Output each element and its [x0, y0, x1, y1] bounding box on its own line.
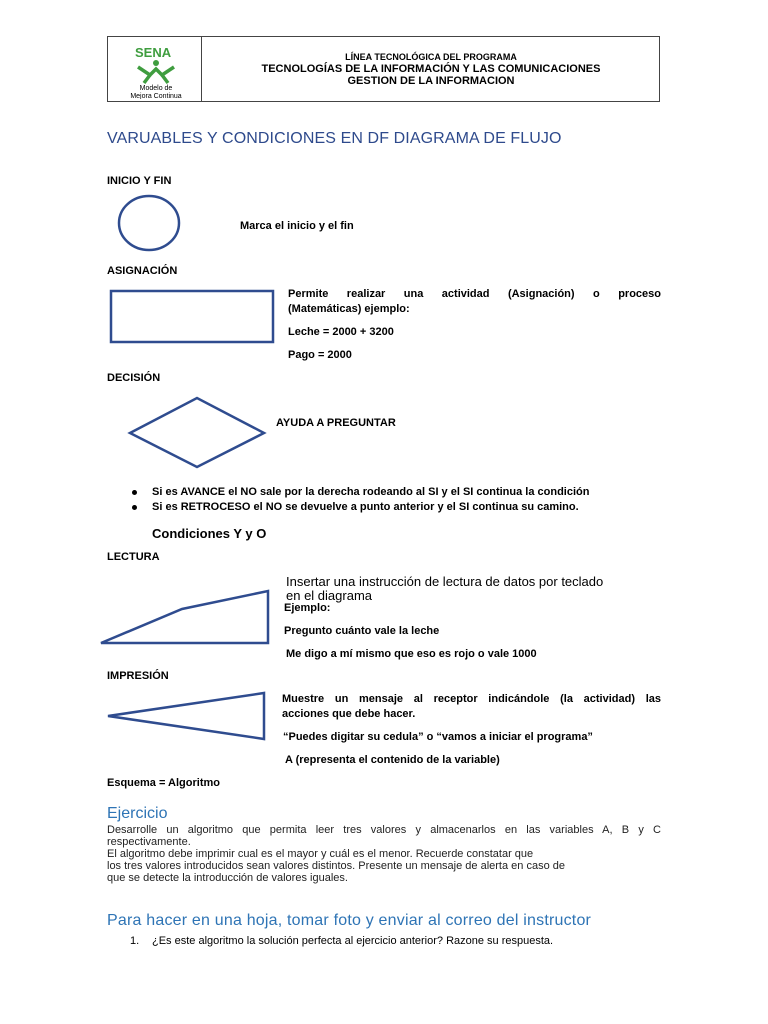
inicio-label: INICIO Y FIN — [107, 175, 172, 187]
asignacion-example-2: Pago = 2000 — [288, 349, 352, 361]
decision-desc: AYUDA A PREGUNTAR — [276, 417, 396, 429]
asignacion-desc-line2: (Matemáticas) ejemplo: — [288, 303, 410, 315]
process-shape — [108, 288, 276, 346]
bullet-dot — [132, 505, 137, 510]
bullet-dot — [132, 490, 137, 495]
svg-text:Mejora Continua: Mejora Continua — [130, 93, 182, 99]
conditions-heading: Condiciones Y y O — [152, 526, 267, 541]
impresion-example-1: “Puedes digitar su cedula” o “vamos a iniciar el programa” — [283, 731, 593, 743]
asignacion-label: ASIGNACIÓN — [107, 265, 178, 277]
asignacion-desc-line1: Permite realizar una actividad (Asignación) o proceso — [288, 288, 661, 300]
tarea-item-number: 1. — [130, 935, 140, 947]
esquema-text: Esquema = Algoritmo — [107, 777, 220, 789]
impresion-example-2: A (representa el contenido de la variable) — [285, 754, 500, 766]
decision-bullet-1: Si es AVANCE el NO sale por la derecha rodeando al SI y el SI continua la condición — [152, 486, 590, 498]
ejercicio-heading: Ejercicio — [107, 805, 168, 822]
header-divider — [201, 37, 202, 101]
asignacion-example-1: Leche = 2000 + 3200 — [288, 326, 394, 338]
ejercicio-line-4: los tres valores introducidos sean valores distintos. Presente un mensaje de alerta en caso de — [107, 860, 565, 872]
header-line-3: GESTION DE LA INFORMACION — [347, 75, 515, 87]
svg-text:Modelo de: Modelo de — [139, 85, 173, 92]
output-shape — [104, 690, 269, 742]
impresion-desc-line2: acciones que debe hacer. — [282, 708, 416, 720]
lectura-example-1: Pregunto cuánto vale la leche — [284, 625, 440, 637]
lectura-label: LECTURA — [107, 551, 160, 563]
ejercicio-line-1: Desarrolle un algoritmo que permita leer tres valores y almacenarlos en las variables A, B y C — [107, 824, 661, 836]
tarea-item-text: ¿Es este algoritmo la solución perfecta al ejercicio anterior? Razone su respuesta. — [152, 935, 554, 947]
page-title: VARUABLES Y CONDICIONES EN DF DIAGRAMA DE FLUJO — [107, 130, 562, 147]
sena-logo — [116, 43, 196, 99]
lectura-desc-line2: en el diagrama — [286, 588, 372, 603]
impresion-label: IMPRESIÓN — [107, 670, 169, 682]
impresion-desc-line1: Muestre un mensaje al receptor indicándole (la actividad) las — [282, 693, 661, 705]
inicio-desc: Marca el inicio y el fin — [240, 220, 354, 232]
ejercicio-line-3: El algoritmo debe imprimir cual es el mayor y cuál es el menor. Recuerde constatar que — [107, 848, 534, 860]
ejercicio-line-2: respectivamente. — [107, 836, 191, 848]
svg-text:SENA: SENA — [135, 45, 172, 60]
header-line-2: TECNOLOGÍAS DE LA INFORMACIÓN Y LAS COMUNICACIONES — [261, 63, 601, 75]
input-shape — [98, 588, 273, 646]
document-header — [107, 36, 660, 102]
terminal-shape — [115, 192, 185, 254]
decision-label: DECISIÓN — [107, 372, 161, 384]
lectura-example-label: Ejemplo: — [284, 602, 331, 614]
lectura-example-2: Me digo a mí mismo que eso es rojo o vale 1000 — [286, 648, 537, 660]
decision-shape — [127, 395, 267, 471]
ejercicio-line-5: que se detecte la introducción de valores iguales. — [107, 872, 348, 884]
decision-bullet-2: Si es RETROCESO el NO se devuelve a punto anterior y el SI continua su camino. — [152, 501, 579, 513]
lectura-desc-line1: Insertar una instrucción de lectura de datos por teclado — [286, 574, 604, 589]
tarea-heading: Para hacer en una hoja, tomar foto y enviar al correo del instructor — [107, 912, 592, 929]
header-line-1: LÍNEA TECNOLÓGICA DEL PROGRAMA — [345, 52, 517, 62]
